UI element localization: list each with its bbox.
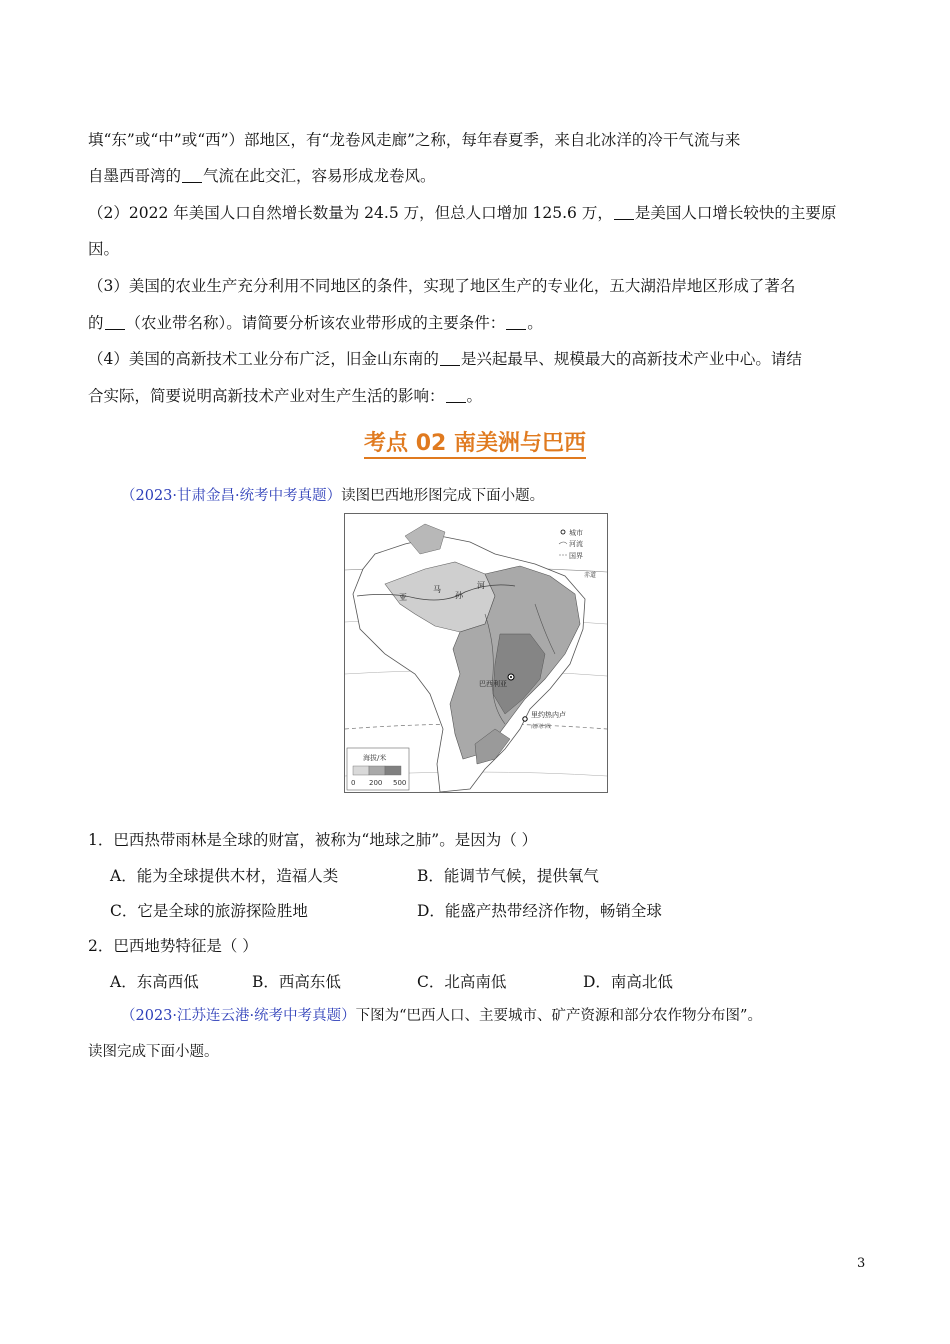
legend-river: 河流: [569, 540, 583, 548]
answer-blank[interactable]: [440, 365, 460, 366]
source-line: [121, 1004, 762, 1025]
legend-city: 城市: [569, 529, 583, 537]
paragraph-line: 填“东”或“中”或“西”）部地区，有“龙卷风走廊”之称，每年春夏季，来自北冰洋的冷干气流与来: [88, 131, 741, 149]
text: （2）2022 年美国人口自然增长数量为 24.5 万，但总人口增加 125.6 万，: [88, 204, 613, 222]
text: 气流在此交汇，容易形成龙卷风。: [203, 167, 436, 185]
legend-river-icon: [559, 542, 567, 544]
elev-tick: 200: [369, 779, 383, 787]
question-stem: 2．巴西地势特征是（ ）: [88, 937, 258, 955]
option-a[interactable]: A．能为全球提供木材，造福人类: [110, 867, 339, 885]
source-line-cont: 读图完成下面小题。: [88, 1044, 219, 1060]
elev-swatch-high: [385, 766, 401, 775]
paragraph-line: [88, 164, 436, 186]
option-d[interactable]: D．南高北低: [583, 973, 673, 991]
elev-swatch-mid: [369, 766, 385, 775]
source-text: 读图巴西地形图完成下面小题。: [341, 488, 545, 504]
source-tag: （2023·江苏连云港·统考中考真题）: [121, 1008, 356, 1024]
answer-blank[interactable]: [182, 182, 202, 183]
text: （4）美国的高新技术工业分布广泛，旧金山东南的: [88, 350, 439, 368]
page-number: 3: [857, 1256, 866, 1271]
answer-blank[interactable]: [614, 219, 634, 220]
city-marker-dot: [510, 676, 512, 678]
elev-tick: 0: [351, 779, 356, 787]
city-label-rio: 里约热内卢: [531, 711, 566, 719]
text: 自墨西哥湾的: [88, 167, 182, 185]
brazil-terrain-map: [344, 513, 608, 793]
text: （农业带名称）。请简要分析该农业带形成的主要条件：: [125, 314, 506, 332]
elevation-legend-title: 海拔/米: [363, 754, 387, 762]
question-line: [88, 384, 482, 406]
option-a[interactable]: A．东高西低: [110, 973, 199, 991]
option-c[interactable]: C．北高南低: [417, 973, 507, 991]
city-marker: [523, 717, 527, 721]
question-line: [88, 311, 543, 333]
question-line: （3）美国的农业生产充分利用不同地区的条件，实现了地区生产的专业化，五大湖沿岸地区形成了著名: [88, 277, 796, 295]
question-line: 因。: [88, 240, 120, 258]
question-line: [88, 201, 836, 223]
map-svg: [345, 514, 607, 792]
elev-tick: 500: [393, 779, 407, 787]
answer-blank[interactable]: [506, 329, 526, 330]
elev-swatch-low: [353, 766, 369, 775]
option-b[interactable]: B．西高东低: [252, 973, 341, 991]
river-label-char: 孙: [455, 591, 463, 600]
legend-city-icon: [561, 530, 565, 534]
answer-blank[interactable]: [446, 402, 466, 403]
river-label-char: 亚: [399, 593, 407, 602]
option-c[interactable]: C．它是全球的旅游探险胜地: [110, 902, 308, 920]
text: 。: [527, 314, 543, 332]
river-label-char: 河: [477, 581, 485, 590]
option-d[interactable]: D．能盛产热带经济作物，畅销全球: [417, 902, 662, 920]
source-line: [121, 484, 544, 505]
river-label-char: 马: [433, 585, 441, 594]
text: 。: [466, 387, 483, 405]
question-stem: 1．巴西热带雨林是全球的财富，被称为“地球之肺”。是因为（ ）: [88, 831, 538, 849]
question-line: [88, 347, 802, 369]
answer-blank[interactable]: [105, 329, 125, 330]
legend-border: 国界: [569, 552, 583, 560]
tropic-label: 南回归线: [531, 724, 552, 730]
source-tag: （2023·甘肃金昌·统考中考真题）: [121, 488, 342, 504]
text: 是兴起最早、规模最大的高新技术产业中心。请结: [460, 350, 802, 368]
source-text: 下图为“巴西人口、主要城市、矿产资源和部分农作物分布图”。: [355, 1008, 762, 1024]
text: 是美国人口增长较快的主要原: [634, 204, 837, 222]
section-title: [0, 426, 950, 457]
equator-label: 赤道: [584, 572, 597, 579]
text: 的: [88, 314, 104, 332]
text: 合实际，简要说明高新技术产业对生产生活的影响：: [88, 387, 445, 405]
option-b[interactable]: B．能调节气候，提供氧气: [417, 867, 599, 885]
city-label-brasilia: 巴西利亚: [479, 680, 507, 688]
section-title-text: 考点 02 南美洲与巴西: [364, 431, 586, 459]
